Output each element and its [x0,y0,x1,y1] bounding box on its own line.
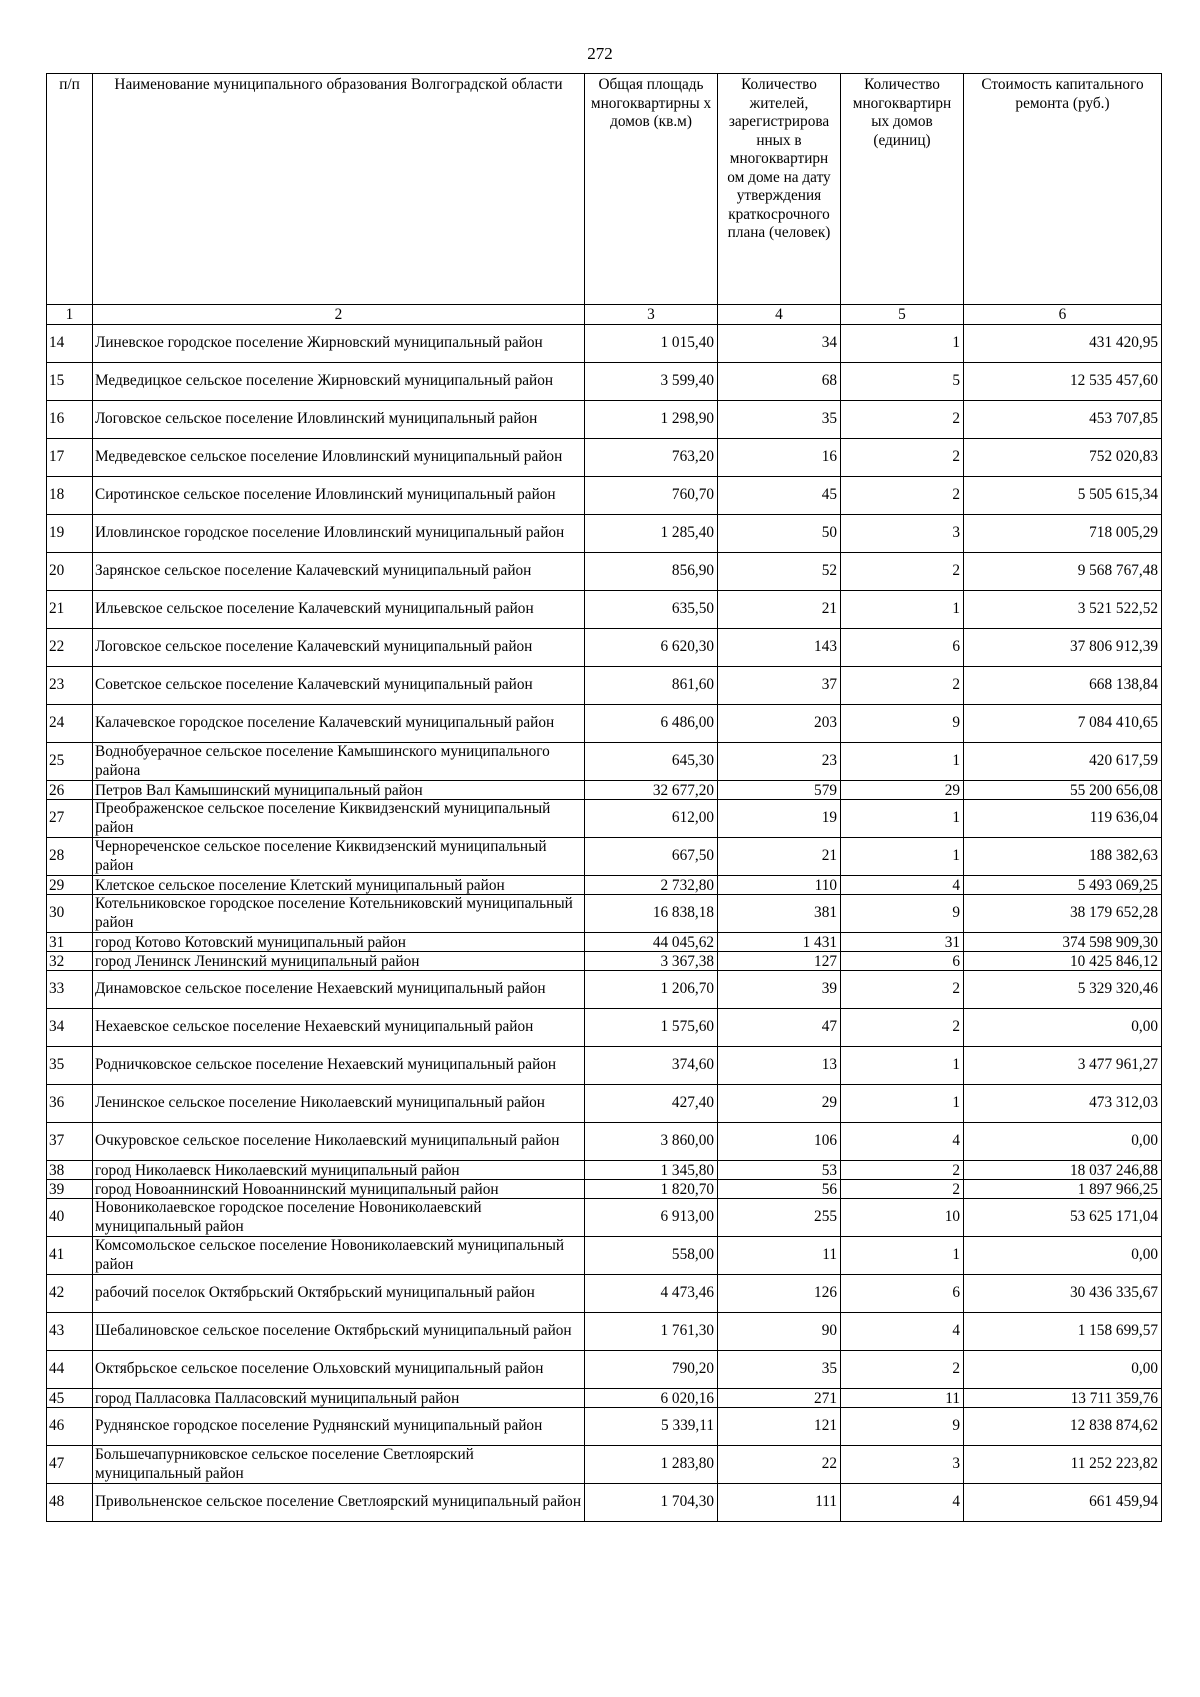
row-index: 33 [47,971,93,1009]
residents-value: 13 [718,1047,841,1085]
area-value: 6 913,00 [585,1199,718,1237]
residents-value: 579 [718,781,841,800]
row-index: 46 [47,1408,93,1446]
residents-value: 126 [718,1275,841,1313]
area-value: 6 620,30 [585,629,718,667]
houses-value: 2 [841,477,964,515]
table-row [47,1199,1162,1237]
table-row [47,1180,1162,1199]
header-index: п/п [47,74,93,305]
residents-value: 19 [718,800,841,838]
area-value: 763,20 [585,439,718,477]
municipality-name: Медведицкое сельское поселение Жирновский муниципальный район [93,363,585,401]
table-row [47,667,1162,705]
houses-value: 1 [841,1085,964,1123]
residents-value: 127 [718,952,841,971]
area-value: 612,00 [585,800,718,838]
cost-value: 0,00 [964,1123,1162,1161]
table-row [47,1009,1162,1047]
area-value: 1 283,80 [585,1446,718,1484]
area-value: 5 339,11 [585,1408,718,1446]
area-value: 645,30 [585,743,718,781]
area-value: 558,00 [585,1237,718,1275]
residents-value: 50 [718,515,841,553]
residents-value: 121 [718,1408,841,1446]
cost-value: 3 521 522,52 [964,591,1162,629]
cost-value: 668 138,84 [964,667,1162,705]
row-index: 15 [47,363,93,401]
cost-value: 0,00 [964,1351,1162,1389]
houses-value: 2 [841,1351,964,1389]
houses-value: 3 [841,515,964,553]
houses-value: 1 [841,743,964,781]
area-value: 16 838,18 [585,895,718,933]
table-row [47,553,1162,591]
houses-value: 1 [841,1237,964,1275]
row-index: 47 [47,1446,93,1484]
municipality-name: Ильевское сельское поселение Калачевский муниципальный район [93,591,585,629]
cost-value: 5 329 320,46 [964,971,1162,1009]
table-row [47,838,1162,876]
residents-value: 37 [718,667,841,705]
table-row [47,515,1162,553]
houses-value: 31 [841,933,964,952]
row-index: 35 [47,1047,93,1085]
column-number: 4 [718,305,841,325]
houses-value: 9 [841,705,964,743]
table-row [47,439,1162,477]
table-row [47,933,1162,952]
area-value: 4 473,46 [585,1275,718,1313]
table-row [47,952,1162,971]
row-index: 23 [47,667,93,705]
municipality-name: Большечапурниковское сельское поселение Светлоярский муниципальный район [93,1446,585,1484]
area-value: 44 045,62 [585,933,718,952]
table-row [47,325,1162,363]
column-number: 2 [93,305,585,325]
row-index: 18 [47,477,93,515]
row-index: 40 [47,1199,93,1237]
table-row [47,800,1162,838]
area-value: 790,20 [585,1351,718,1389]
header-municipality: Наименование муниципального образования Волгоградской области [93,74,585,305]
table-row [47,1047,1162,1085]
residents-value: 110 [718,876,841,895]
table-row [47,971,1162,1009]
cost-value: 1 897 966,25 [964,1180,1162,1199]
table-row [47,705,1162,743]
table-row [47,1389,1162,1408]
municipality-name: рабочий поселок Октябрьский Октябрьский муниципальный район [93,1275,585,1313]
row-index: 45 [47,1389,93,1408]
cost-value: 0,00 [964,1237,1162,1275]
cost-value: 7 084 410,65 [964,705,1162,743]
houses-value: 4 [841,1123,964,1161]
area-value: 1 298,90 [585,401,718,439]
table-row [47,363,1162,401]
cost-value: 53 625 171,04 [964,1199,1162,1237]
residents-value: 255 [718,1199,841,1237]
area-value: 635,50 [585,591,718,629]
municipality-name: Линевское городское поселение Жирновский муниципальный район [93,325,585,363]
cost-value: 661 459,94 [964,1484,1162,1522]
area-value: 3 860,00 [585,1123,718,1161]
municipality-name: Преображенское сельское поселение Киквидзенский муниципальный район [93,800,585,838]
residents-value: 106 [718,1123,841,1161]
row-index: 27 [47,800,93,838]
residents-value: 11 [718,1237,841,1275]
municipality-name: Динамовское сельское поселение Нехаевский муниципальный район [93,971,585,1009]
cost-value: 18 037 246,88 [964,1161,1162,1180]
cost-value: 473 312,03 [964,1085,1162,1123]
municipality-name: Комсомольское сельское поселение Новониколаевский муниципальный район [93,1237,585,1275]
table-row [47,1161,1162,1180]
cost-value: 30 436 335,67 [964,1275,1162,1313]
cost-value: 431 420,95 [964,325,1162,363]
area-value: 861,60 [585,667,718,705]
houses-value: 2 [841,667,964,705]
houses-value: 11 [841,1389,964,1408]
table-row [47,1313,1162,1351]
residents-value: 53 [718,1161,841,1180]
area-value: 856,90 [585,553,718,591]
cost-value: 453 707,85 [964,401,1162,439]
cost-value: 718 005,29 [964,515,1162,553]
residents-value: 111 [718,1484,841,1522]
residents-value: 39 [718,971,841,1009]
municipality-name: Чернореченское сельское поселение Киквидзенский муниципальный район [93,838,585,876]
cost-value: 37 806 912,39 [964,629,1162,667]
cost-value: 119 636,04 [964,800,1162,838]
column-number-row [47,305,1162,325]
table-row [47,895,1162,933]
cost-value: 374 598 909,30 [964,933,1162,952]
area-value: 667,50 [585,838,718,876]
row-index: 48 [47,1484,93,1522]
table-row [47,1484,1162,1522]
cost-value: 11 252 223,82 [964,1446,1162,1484]
residents-value: 45 [718,477,841,515]
municipality-name: город Котово Котовский муниципальный район [93,933,585,952]
residents-value: 1 431 [718,933,841,952]
houses-value: 2 [841,971,964,1009]
residents-value: 21 [718,591,841,629]
row-index: 41 [47,1237,93,1275]
cost-value: 55 200 656,08 [964,781,1162,800]
residents-value: 143 [718,629,841,667]
residents-value: 271 [718,1389,841,1408]
municipality-name: Октябрьское сельское поселение Ольховский муниципальный район [93,1351,585,1389]
column-number: 5 [841,305,964,325]
municipality-name: Шебалиновское сельское поселение Октябрьский муниципальный район [93,1313,585,1351]
capital-repair-table [46,73,1162,1522]
residents-value: 22 [718,1446,841,1484]
row-index: 37 [47,1123,93,1161]
table-row [47,876,1162,895]
residents-value: 68 [718,363,841,401]
municipality-name: Иловлинское городское поселение Иловлинский муниципальный район [93,515,585,553]
row-index: 43 [47,1313,93,1351]
cost-value: 3 477 961,27 [964,1047,1162,1085]
houses-value: 10 [841,1199,964,1237]
table-row [47,1123,1162,1161]
municipality-name: Клетское сельское поселение Клетский муниципальный район [93,876,585,895]
row-index: 21 [47,591,93,629]
row-index: 32 [47,952,93,971]
houses-value: 9 [841,895,964,933]
column-number: 6 [964,305,1162,325]
area-value: 6 486,00 [585,705,718,743]
houses-value: 5 [841,363,964,401]
houses-value: 4 [841,1313,964,1351]
cost-value: 12 838 874,62 [964,1408,1162,1446]
municipality-name: Советское сельское поселение Калачевский муниципальный район [93,667,585,705]
table-row [47,781,1162,800]
area-value: 1 015,40 [585,325,718,363]
row-index: 38 [47,1161,93,1180]
residents-value: 21 [718,838,841,876]
header-cost: Стоимость капитального ремонта (руб.) [964,74,1162,305]
row-index: 31 [47,933,93,952]
municipality-name: Сиротинское сельское поселение Иловлинский муниципальный район [93,477,585,515]
cost-value: 12 535 457,60 [964,363,1162,401]
row-index: 34 [47,1009,93,1047]
municipality-name: город Николаевск Николаевский муниципальный район [93,1161,585,1180]
table-row [47,629,1162,667]
area-value: 1 761,30 [585,1313,718,1351]
residents-value: 23 [718,743,841,781]
row-index: 39 [47,1180,93,1199]
houses-value: 2 [841,1009,964,1047]
row-index: 16 [47,401,93,439]
area-value: 1 820,70 [585,1180,718,1199]
houses-value: 4 [841,876,964,895]
page-number: 272 [587,44,613,63]
table-row [47,1351,1162,1389]
table-row [47,1085,1162,1123]
residents-value: 16 [718,439,841,477]
houses-value: 1 [841,800,964,838]
municipality-name: Петров Вал Камышинский муниципальный район [93,781,585,800]
area-value: 3 599,40 [585,363,718,401]
houses-value: 4 [841,1484,964,1522]
residents-value: 35 [718,1351,841,1389]
houses-value: 2 [841,439,964,477]
houses-value: 6 [841,952,964,971]
houses-value: 2 [841,553,964,591]
houses-value: 9 [841,1408,964,1446]
header-houses: Количество многоквартирн ых домов (единиц) [841,74,964,305]
row-index: 28 [47,838,93,876]
header-area: Общая площадь многоквартирны х домов (кв.м) [585,74,718,305]
municipality-name: Нехаевское сельское поселение Нехаевский муниципальный район [93,1009,585,1047]
residents-value: 35 [718,401,841,439]
row-index: 44 [47,1351,93,1389]
cost-value: 38 179 652,28 [964,895,1162,933]
houses-value: 2 [841,401,964,439]
row-index: 24 [47,705,93,743]
area-value: 32 677,20 [585,781,718,800]
residents-value: 34 [718,325,841,363]
table-row [47,401,1162,439]
row-index: 14 [47,325,93,363]
houses-value: 1 [841,838,964,876]
municipality-name: Родничковское сельское поселение Нехаевский муниципальный район [93,1047,585,1085]
row-index: 36 [47,1085,93,1123]
table-row [47,1275,1162,1313]
header-residents: Количество жителей, зарегистрирова нных в многоквартирн ом доме на дату утверждения краткосрочного плана (человек) [718,74,841,305]
municipality-name: Руднянское городское поселение Руднянский муниципальный район [93,1408,585,1446]
cost-value: 1 158 699,57 [964,1313,1162,1351]
row-index: 42 [47,1275,93,1313]
residents-value: 381 [718,895,841,933]
cost-value: 5 493 069,25 [964,876,1162,895]
area-value: 374,60 [585,1047,718,1085]
table-row [47,743,1162,781]
table-row [47,1237,1162,1275]
houses-value: 3 [841,1446,964,1484]
municipality-name: Логовское сельское поселение Иловлинский муниципальный район [93,401,585,439]
municipality-name: Калачевское городское поселение Калачевский муниципальный район [93,705,585,743]
area-value: 3 367,38 [585,952,718,971]
municipality-name: Новониколаевское городское поселение Новониколаевский муниципальный район [93,1199,585,1237]
municipality-name: Зарянское сельское поселение Калачевский муниципальный район [93,553,585,591]
municipality-name: Котельниковское городское поселение Котельниковский муниципальный район [93,895,585,933]
municipality-name: город Ленинск Ленинский муниципальный район [93,952,585,971]
area-value: 1 206,70 [585,971,718,1009]
area-value: 1 345,80 [585,1161,718,1180]
cost-value: 420 617,59 [964,743,1162,781]
row-index: 17 [47,439,93,477]
cost-value: 188 382,63 [964,838,1162,876]
houses-value: 6 [841,629,964,667]
cost-value: 9 568 767,48 [964,553,1162,591]
row-index: 19 [47,515,93,553]
houses-value: 29 [841,781,964,800]
municipality-name: Очкуровское сельское поселение Николаевский муниципальный район [93,1123,585,1161]
cost-value: 10 425 846,12 [964,952,1162,971]
residents-value: 52 [718,553,841,591]
residents-value: 47 [718,1009,841,1047]
area-value: 1 285,40 [585,515,718,553]
row-index: 22 [47,629,93,667]
residents-value: 90 [718,1313,841,1351]
municipality-name: Ленинское сельское поселение Николаевский муниципальный район [93,1085,585,1123]
table-row [47,1408,1162,1446]
municipality-name: Воднобуерачное сельское поселение Камышинского муниципального района [93,743,585,781]
area-value: 1 575,60 [585,1009,718,1047]
municipality-name: Логовское сельское поселение Калачевский муниципальный район [93,629,585,667]
row-index: 26 [47,781,93,800]
houses-value: 6 [841,1275,964,1313]
row-index: 29 [47,876,93,895]
residents-value: 203 [718,705,841,743]
cost-value: 5 505 615,34 [964,477,1162,515]
houses-value: 1 [841,325,964,363]
column-number: 3 [585,305,718,325]
table-row [47,591,1162,629]
table-row [47,1446,1162,1484]
table-row [47,477,1162,515]
area-value: 2 732,80 [585,876,718,895]
area-value: 1 704,30 [585,1484,718,1522]
houses-value: 1 [841,1047,964,1085]
area-value: 760,70 [585,477,718,515]
table-header-row [47,74,1162,305]
residents-value: 56 [718,1180,841,1199]
cost-value: 13 711 359,76 [964,1389,1162,1408]
municipality-name: город Новоаннинский Новоаннинский муниципальный район [93,1180,585,1199]
houses-value: 1 [841,591,964,629]
area-value: 427,40 [585,1085,718,1123]
column-number: 1 [47,305,93,325]
row-index: 30 [47,895,93,933]
row-index: 20 [47,553,93,591]
cost-value: 752 020,83 [964,439,1162,477]
houses-value: 2 [841,1161,964,1180]
cost-value: 0,00 [964,1009,1162,1047]
area-value: 6 020,16 [585,1389,718,1408]
houses-value: 2 [841,1180,964,1199]
municipality-name: Медведевское сельское поселение Иловлинский муниципальный район [93,439,585,477]
residents-value: 29 [718,1085,841,1123]
municipality-name: город Палласовка Палласовский муниципальный район [93,1389,585,1408]
municipality-name: Привольненское сельское поселение Светлоярский муниципальный район [93,1484,585,1522]
row-index: 25 [47,743,93,781]
